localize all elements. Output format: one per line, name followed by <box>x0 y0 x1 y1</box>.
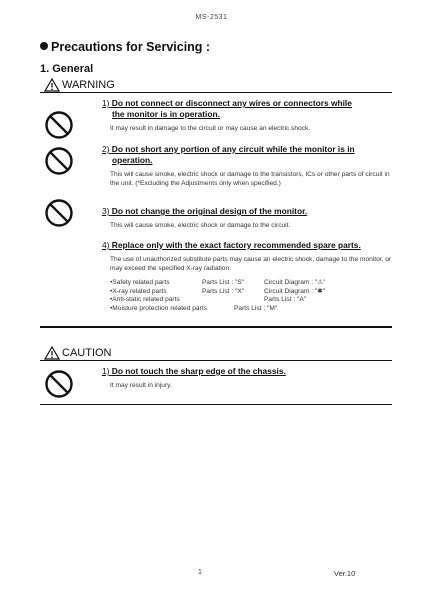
page-title <box>40 40 210 54</box>
item-description: It may result in damage to the circuit or may cause an electric shock. <box>110 125 311 132</box>
caution-bottom-rule <box>40 404 392 405</box>
caution-top-rule <box>40 360 392 361</box>
item-heading-line1: Replace only with the exact factory recommended spare parts. <box>111 240 361 250</box>
parts-row: •Moisture protection related parts Parts List : "M" <box>110 304 278 312</box>
prohibition-icon <box>44 110 74 140</box>
item-number: 3) <box>102 206 110 216</box>
caution-triangle-icon <box>44 346 60 360</box>
item-heading-line1: Do not change the original design of the monitor. <box>111 206 308 216</box>
warning-top-rule <box>40 92 392 93</box>
caution-item-1 <box>102 366 394 390</box>
item-number: 1) <box>102 366 110 376</box>
section-heading: 1. General <box>40 63 94 75</box>
item-heading-line1: Do not touch the sharp edge of the chassis. <box>111 366 286 376</box>
warning-bottom-rule <box>40 326 392 328</box>
bullet-icon <box>40 42 48 50</box>
caution-label: CAUTION <box>62 347 112 359</box>
item-heading-line1: Do not short any portion of any circuit while the monitor is in <box>111 144 355 154</box>
item-number: 1) <box>102 98 110 108</box>
item-number: 2) <box>102 144 110 154</box>
item-description: It may result in injury. <box>110 382 172 389</box>
prohibition-icon <box>44 198 74 228</box>
prohibition-icon <box>44 369 74 399</box>
item-number: 4) <box>102 240 110 250</box>
page-title-text: Precautions for Servicing : <box>51 40 211 54</box>
parts-row: •Safety related parts Parts List : "S" Circuit Diagram : "⚠" <box>110 279 326 286</box>
item-description: This will cause smoke, electric shock or damage to the transistors, ICs or other parts of circuit in the unit. (*Excluding the Adjustments only when specified.) <box>110 171 390 187</box>
parts-legend <box>110 279 326 313</box>
item-description: The use of unauthorized substitute parts may cause an electric shock, damage to the monitor, or may exceed the specified X-ray radiation. <box>110 256 392 272</box>
warning-item-1 <box>102 98 394 133</box>
page-number: 1 <box>198 569 202 576</box>
item-heading-line2: operation. <box>112 155 153 165</box>
caution-header <box>44 346 112 360</box>
prohibition-icon <box>44 146 74 176</box>
warning-label: WARNING <box>62 79 115 91</box>
warning-item-2 <box>102 144 394 188</box>
warning-item-4 <box>102 240 394 273</box>
warning-item-3 <box>102 206 394 230</box>
parts-row: •Anti-static related parts Parts List : "A" <box>110 296 307 303</box>
item-heading-line1: Do not connect or disconnect any wires or connectors while <box>111 98 352 108</box>
warning-header <box>44 78 115 92</box>
document-code: MS-2531 <box>195 14 228 21</box>
item-description: This will cause smoke, electric shock or damage to the circuit. <box>110 222 291 229</box>
warning-triangle-icon <box>44 78 60 92</box>
version-label: Ver.10 <box>334 569 356 578</box>
parts-row: •X-ray related parts Parts List : "X" Circuit Diagram : "✱" <box>110 287 326 295</box>
item-heading-line2: the monitor is in operation. <box>112 109 220 119</box>
